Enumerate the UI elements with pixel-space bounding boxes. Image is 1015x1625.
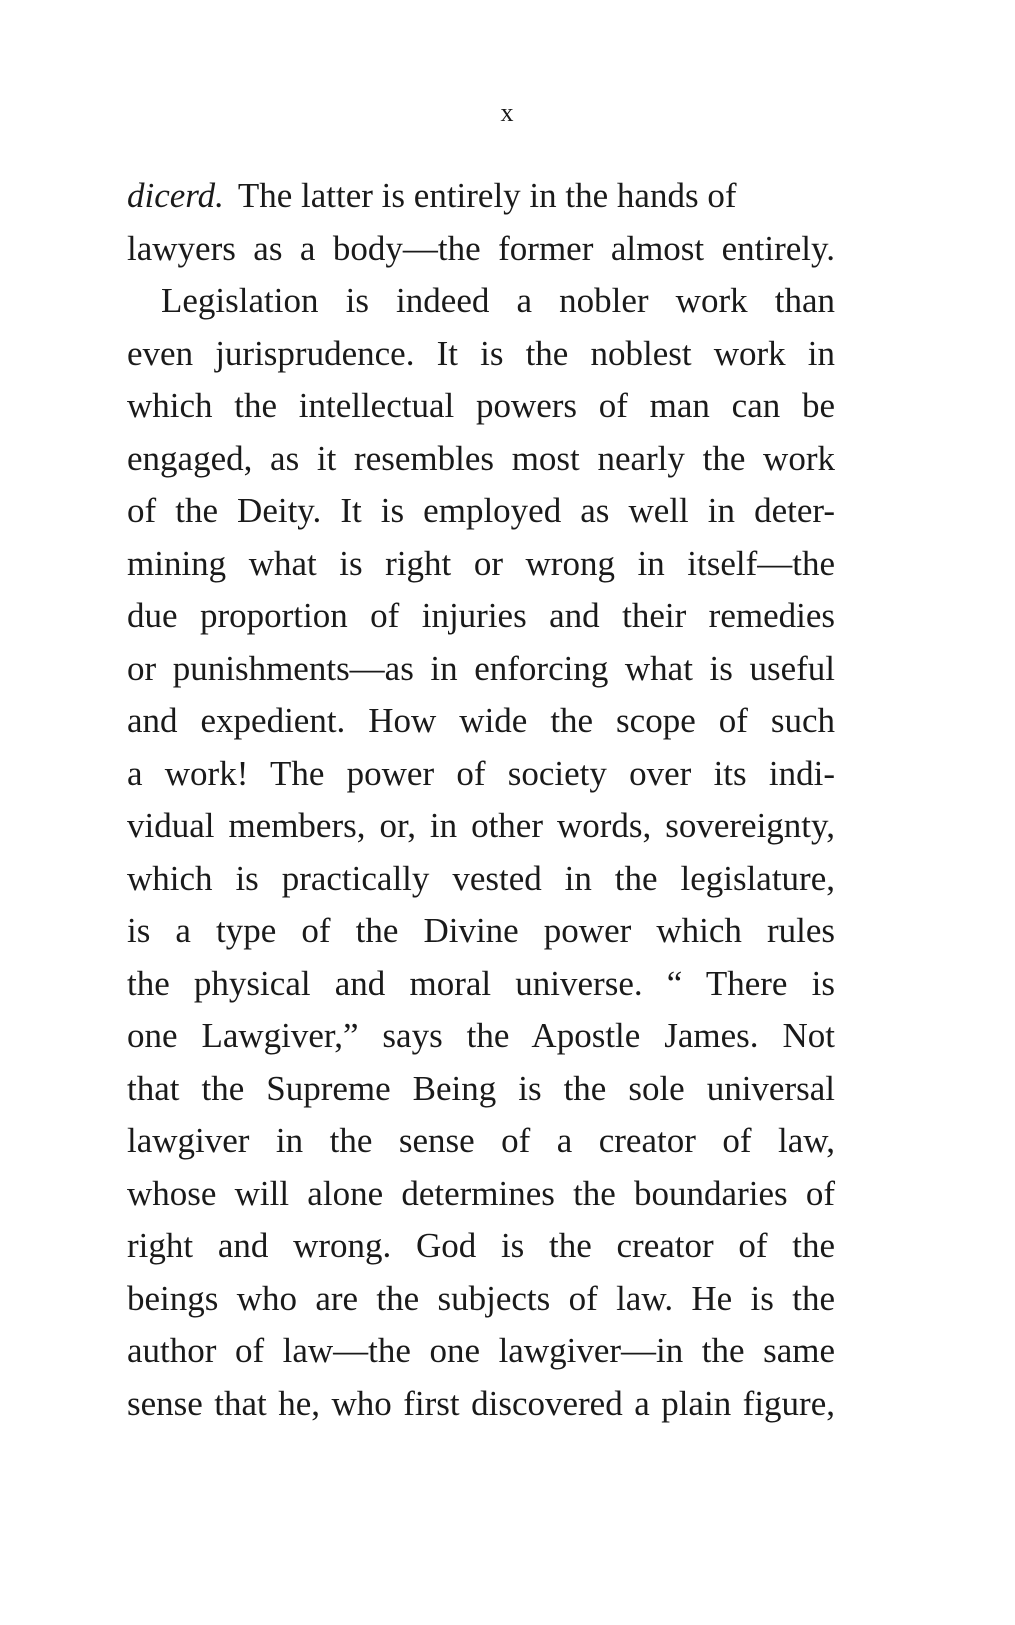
text-line: is a type of the Divine power which rules <box>127 911 835 950</box>
text-line: which is practically vested in the legislature, <box>127 858 835 898</box>
text-line: author of law—the one lawgiver—in the same <box>127 1331 835 1370</box>
text-line: right and wrong. God is the creator of the <box>127 1226 835 1265</box>
text-line: beings who are the subjects of law. He is the <box>127 1278 835 1318</box>
text-line: even jurisprudence. It is the noblest work in <box>127 333 835 373</box>
body-text <box>127 170 835 1430</box>
text-line: engaged, as it resembles most nearly the work <box>127 438 835 478</box>
text-line: and expedient. How wide the scope of such <box>127 701 835 740</box>
text-line: a work! The power of society over its indi- <box>127 753 835 793</box>
text-line: mining what is right or wrong in itself—the <box>127 543 835 583</box>
text-line: of the Deity. It is employed as well in deter- <box>127 491 835 530</box>
text-line: due proportion of injuries and their remedies <box>127 596 835 635</box>
text-line: one Lawgiver,” says the Apostle James. Not <box>127 1016 835 1055</box>
first-line-rest: The latter is entirely in the hands of <box>237 176 737 215</box>
text-line: Legislation is indeed a nobler work than <box>161 281 835 320</box>
page-number: x <box>500 98 515 127</box>
italic-word: dicerd. <box>127 176 224 215</box>
text-line: lawyers as a body—the former almost entirely. <box>127 228 835 268</box>
text-line: lawgiver in the sense of a creator of law, <box>127 1121 835 1160</box>
text-line: sense that he, who first discovered a plain figure, <box>127 1383 835 1423</box>
text-line-1 <box>127 170 835 223</box>
text-line: or punishments—as in enforcing what is useful <box>127 648 835 688</box>
text-line: which the intellectual powers of man can be <box>127 386 835 425</box>
text-line: the physical and moral universe. “ There is <box>127 963 835 1003</box>
text-line: whose will alone determines the boundaries of <box>127 1173 835 1213</box>
text-line: that the Supreme Being is the sole universal <box>127 1068 835 1108</box>
text-line: vidual members, or, in other words, sovereignty, <box>127 806 835 845</box>
